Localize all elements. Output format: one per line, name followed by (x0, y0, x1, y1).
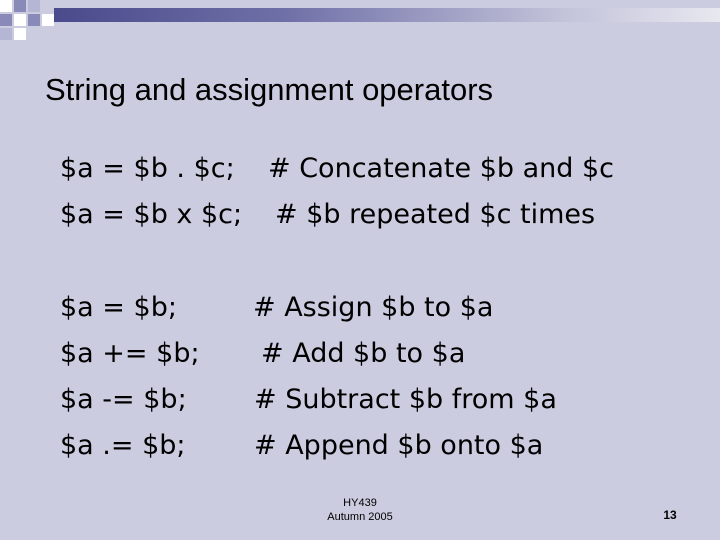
code-comment: # Append $b onto $a (254, 430, 544, 461)
slide-title: String and assignment operators (45, 72, 494, 107)
code-line: $a = $b x $c; (60, 199, 243, 230)
code-line: $a .= $b; (60, 430, 186, 461)
code-comment: # Add $b to $a (261, 338, 466, 369)
code-comment: # Assign $b to $a (253, 292, 494, 323)
title-bar-decoration (54, 8, 720, 22)
footer-term: Autumn 2005 (327, 511, 393, 523)
corner-decoration (0, 0, 60, 40)
code-comment: # Subtract $b from $a (254, 384, 557, 415)
code-comment: # Concatenate $b and $c (268, 153, 615, 184)
code-line: $a += $b; (60, 338, 200, 369)
footer (300, 496, 420, 524)
code-line: $a -= $b; (60, 384, 187, 415)
footer-course: HY439 (343, 497, 377, 509)
code-comment: # $b repeated $c times (275, 199, 596, 230)
code-line: $a = $b . $c; (60, 153, 235, 184)
code-line: $a = $b; (60, 292, 177, 323)
page-number: 13 (663, 508, 677, 522)
